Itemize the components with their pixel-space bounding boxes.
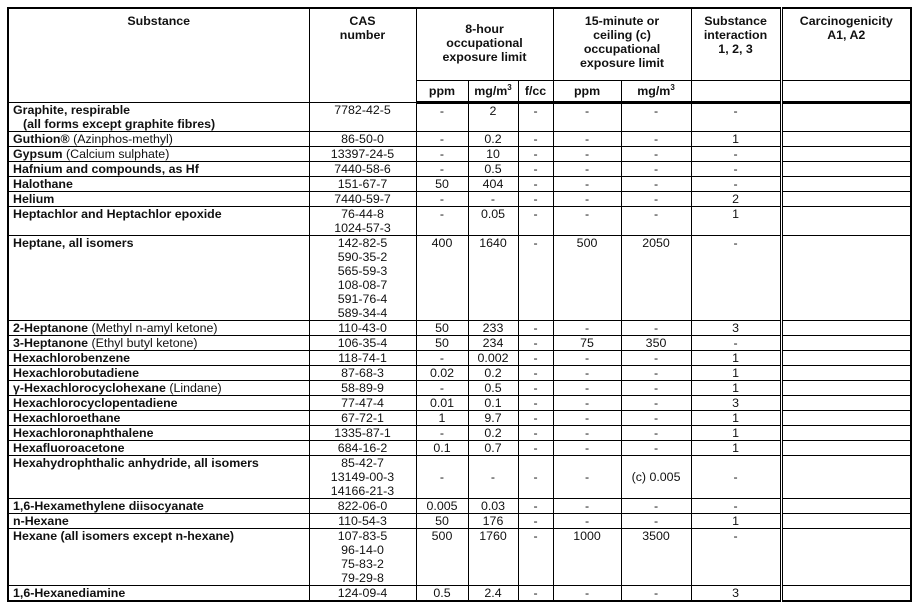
cell-ppm-8h: 0.02 bbox=[416, 365, 468, 380]
cell-fcc-8h: - bbox=[518, 410, 553, 425]
substance-name: Hafnium and compounds, as Hf bbox=[13, 161, 199, 176]
cell-mg-15m: - bbox=[621, 585, 691, 601]
cell-mg-15m: - bbox=[621, 395, 691, 410]
substance-name: 1,6-Hexamethylene diisocyanate bbox=[13, 498, 204, 513]
substance-synonym: (Ethyl butyl ketone) bbox=[88, 335, 198, 350]
cell-mg-15m: (c) 0.005 bbox=[621, 455, 691, 498]
header-cas: CAS number bbox=[309, 8, 416, 102]
cell-substance bbox=[8, 131, 309, 146]
cell-fcc-8h: - bbox=[518, 146, 553, 161]
cell-mg-15m: - bbox=[621, 206, 691, 235]
cell-mg-8h: 0.5 bbox=[468, 380, 518, 395]
cell-cas: 7440-58-6 bbox=[309, 161, 416, 176]
cell-mg-15m: - bbox=[621, 440, 691, 455]
cell-substance bbox=[8, 350, 309, 365]
cell-interaction: 3 bbox=[691, 395, 781, 410]
substance-qualifier: (all forms except graphite fibres) bbox=[23, 116, 216, 131]
cell-ppm-8h: - bbox=[416, 146, 468, 161]
cell-fcc-8h: - bbox=[518, 350, 553, 365]
cell-mg-8h: 233 bbox=[468, 320, 518, 335]
cell-carcinogenicity bbox=[781, 320, 911, 335]
exposure-limits-table bbox=[7, 7, 912, 602]
cell-fcc-8h: - bbox=[518, 191, 553, 206]
substance-synonym: (Lindane) bbox=[165, 380, 222, 395]
header-carcinogenicity: Carcinogenicity A1, A2 bbox=[781, 8, 911, 80]
cell-mg-8h: 2 bbox=[468, 102, 518, 131]
cell-carcinogenicity bbox=[781, 176, 911, 191]
cell-mg-15m: - bbox=[621, 425, 691, 440]
cell-ppm-8h: 1 bbox=[416, 410, 468, 425]
cell-carcinogenicity bbox=[781, 335, 911, 350]
cell-mg-8h: - bbox=[468, 191, 518, 206]
subheader-interaction-blank bbox=[691, 80, 781, 102]
cell-mg-15m: - bbox=[621, 410, 691, 425]
cell-substance bbox=[8, 146, 309, 161]
cell-mg-15m: - bbox=[621, 513, 691, 528]
cell-carcinogenicity bbox=[781, 350, 911, 365]
cell-mg-8h: 234 bbox=[468, 335, 518, 350]
substance-name: n-Hexane bbox=[13, 513, 69, 528]
cell-ppm-15m: - bbox=[553, 440, 621, 455]
cell-mg-15m: - bbox=[621, 161, 691, 176]
cell-ppm-15m: 500 bbox=[553, 235, 621, 320]
substance-name: Heptachlor and Heptachlor epoxide bbox=[13, 206, 222, 221]
subheader-ppm-8h: ppm bbox=[416, 80, 468, 102]
cell-mg-15m: - bbox=[621, 380, 691, 395]
cell-ppm-15m: - bbox=[553, 131, 621, 146]
table-row bbox=[8, 176, 911, 191]
cell-mg-15m: - bbox=[621, 365, 691, 380]
cell-fcc-8h: - bbox=[518, 395, 553, 410]
header-15-minute-limit: 15-minute or ceiling (c) occupational exposure limit bbox=[553, 8, 691, 80]
cell-ppm-15m: 75 bbox=[553, 335, 621, 350]
cell-mg-15m: - bbox=[621, 102, 691, 131]
subheader-carcinogenicity-blank bbox=[781, 80, 911, 102]
substance-name: Hexachlorobenzene bbox=[13, 350, 131, 365]
cell-carcinogenicity bbox=[781, 102, 911, 131]
cell-ppm-8h: 0.005 bbox=[416, 498, 468, 513]
cell-cas: 106-35-4 bbox=[309, 335, 416, 350]
cell-ppm-8h: 50 bbox=[416, 335, 468, 350]
cell-interaction: 3 bbox=[691, 585, 781, 601]
cell-substance bbox=[8, 440, 309, 455]
cell-ppm-15m: - bbox=[553, 585, 621, 601]
cell-fcc-8h: - bbox=[518, 513, 553, 528]
cell-fcc-8h: - bbox=[518, 131, 553, 146]
substance-synonym: (Azinphos-methyl) bbox=[69, 131, 173, 146]
substance-name: γ-Hexachlorocyclohexane bbox=[13, 380, 166, 395]
cell-fcc-8h: - bbox=[518, 176, 553, 191]
subheader-mg-8h: $mg/m^3$ bbox=[468, 80, 518, 102]
cell-substance bbox=[8, 585, 309, 601]
cell-cas: 76-44-8 1024-57-3 bbox=[309, 206, 416, 235]
cell-fcc-8h: - bbox=[518, 320, 553, 335]
header-8-hour-limit: 8-hour occupational exposure limit bbox=[416, 8, 553, 80]
table-row bbox=[8, 335, 911, 350]
table-row bbox=[8, 395, 911, 410]
cell-interaction: 1 bbox=[691, 365, 781, 380]
cell-substance bbox=[8, 206, 309, 235]
cell-cas: 822-06-0 bbox=[309, 498, 416, 513]
substance-name: Gypsum bbox=[13, 146, 63, 161]
table-row bbox=[8, 350, 911, 365]
cell-mg-8h: 0.2 bbox=[468, 131, 518, 146]
cell-fcc-8h: - bbox=[518, 455, 553, 498]
cell-interaction: - bbox=[691, 455, 781, 498]
subheader-fcc-8h: f/cc bbox=[518, 80, 553, 102]
cell-ppm-15m: - bbox=[553, 161, 621, 176]
header-substance: Substance bbox=[8, 8, 309, 102]
cell-cas: 87-68-3 bbox=[309, 365, 416, 380]
cell-mg-15m: - bbox=[621, 131, 691, 146]
cell-carcinogenicity bbox=[781, 410, 911, 425]
substance-name: Hexachlorobutadiene bbox=[13, 365, 139, 380]
cell-fcc-8h: - bbox=[518, 380, 553, 395]
cell-substance bbox=[8, 498, 309, 513]
substance-name: Halothane bbox=[13, 176, 73, 191]
cell-ppm-8h: 50 bbox=[416, 513, 468, 528]
cell-cas: 7440-59-7 bbox=[309, 191, 416, 206]
cell-cas: 110-54-3 bbox=[309, 513, 416, 528]
table-row bbox=[8, 320, 911, 335]
cell-fcc-8h: - bbox=[518, 440, 553, 455]
cell-interaction: - bbox=[691, 146, 781, 161]
substance-name: Graphite, respirable bbox=[13, 102, 131, 117]
cell-mg-8h: 2.4 bbox=[468, 585, 518, 601]
cell-cas: 151-67-7 bbox=[309, 176, 416, 191]
cell-interaction: 1 bbox=[691, 131, 781, 146]
substance-name: Guthion® bbox=[13, 131, 70, 146]
cell-carcinogenicity bbox=[781, 440, 911, 455]
cell-ppm-8h: 500 bbox=[416, 528, 468, 585]
cell-carcinogenicity bbox=[781, 365, 911, 380]
cell-mg-8h: 176 bbox=[468, 513, 518, 528]
table-row bbox=[8, 102, 911, 131]
cell-mg-8h: 0.7 bbox=[468, 440, 518, 455]
cell-carcinogenicity bbox=[781, 498, 911, 513]
cell-interaction: - bbox=[691, 335, 781, 350]
cell-carcinogenicity bbox=[781, 395, 911, 410]
cell-carcinogenicity bbox=[781, 235, 911, 320]
cell-cas: 85-42-7 13149-00-3 14166-21-3 bbox=[309, 455, 416, 498]
table-row bbox=[8, 513, 911, 528]
cell-ppm-8h: 0.01 bbox=[416, 395, 468, 410]
cell-mg-15m: - bbox=[621, 191, 691, 206]
cell-cas: 118-74-1 bbox=[309, 350, 416, 365]
cell-ppm-15m: - bbox=[553, 365, 621, 380]
cell-fcc-8h: - bbox=[518, 206, 553, 235]
cell-mg-15m: - bbox=[621, 176, 691, 191]
cell-substance bbox=[8, 235, 309, 320]
cell-substance bbox=[8, 335, 309, 350]
cell-ppm-15m: - bbox=[553, 320, 621, 335]
table-row bbox=[8, 206, 911, 235]
cell-carcinogenicity bbox=[781, 131, 911, 146]
table-row bbox=[8, 425, 911, 440]
subheader-ppm-15m: ppm bbox=[553, 80, 621, 102]
cell-ppm-8h: - bbox=[416, 131, 468, 146]
substance-synonym: (Calcium sulphate) bbox=[62, 146, 170, 161]
cell-cas: 142-82-5 590-35-2 565-59-3 108-08-7 591-76-4 589-34-4 bbox=[309, 235, 416, 320]
cell-interaction: 1 bbox=[691, 350, 781, 365]
substance-name: Hexane (all isomers except n-hexane) bbox=[13, 528, 235, 543]
cell-substance bbox=[8, 425, 309, 440]
cell-mg-8h: 404 bbox=[468, 176, 518, 191]
cell-fcc-8h: - bbox=[518, 528, 553, 585]
table-row bbox=[8, 365, 911, 380]
cell-cas: 58-89-9 bbox=[309, 380, 416, 395]
cell-interaction: 1 bbox=[691, 410, 781, 425]
cell-ppm-15m: - bbox=[553, 191, 621, 206]
cell-ppm-15m: - bbox=[553, 146, 621, 161]
cell-carcinogenicity bbox=[781, 146, 911, 161]
cell-ppm-8h: 400 bbox=[416, 235, 468, 320]
cell-carcinogenicity bbox=[781, 206, 911, 235]
cell-interaction: - bbox=[691, 235, 781, 320]
substance-name: Heptane, all isomers bbox=[13, 235, 134, 250]
cell-interaction: 1 bbox=[691, 440, 781, 455]
cell-ppm-15m: - bbox=[553, 425, 621, 440]
cell-ppm-15m: - bbox=[553, 102, 621, 131]
cell-interaction: 1 bbox=[691, 425, 781, 440]
cell-mg-8h: - bbox=[468, 455, 518, 498]
cell-ppm-8h: 50 bbox=[416, 176, 468, 191]
cell-interaction: 2 bbox=[691, 191, 781, 206]
cell-ppm-8h: - bbox=[416, 102, 468, 131]
table-row bbox=[8, 585, 911, 601]
cell-carcinogenicity bbox=[781, 191, 911, 206]
cell-fcc-8h: - bbox=[518, 425, 553, 440]
cell-ppm-15m: - bbox=[553, 350, 621, 365]
cell-mg-8h: 0.2 bbox=[468, 365, 518, 380]
cell-substance bbox=[8, 365, 309, 380]
substance-name: Hexachloronaphthalene bbox=[13, 425, 154, 440]
cell-mg-8h: 1760 bbox=[468, 528, 518, 585]
substance-name: 2-Heptanone bbox=[13, 320, 89, 335]
cell-fcc-8h: - bbox=[518, 365, 553, 380]
cell-substance bbox=[8, 410, 309, 425]
table-row bbox=[8, 161, 911, 176]
cell-ppm-8h: - bbox=[416, 191, 468, 206]
table-row bbox=[8, 498, 911, 513]
cell-substance bbox=[8, 528, 309, 585]
cell-fcc-8h: - bbox=[518, 498, 553, 513]
cell-mg-8h: 0.5 bbox=[468, 161, 518, 176]
cell-substance bbox=[8, 395, 309, 410]
cell-interaction: 1 bbox=[691, 206, 781, 235]
cell-mg-8h: 1640 bbox=[468, 235, 518, 320]
cell-cas: 86-50-0 bbox=[309, 131, 416, 146]
cell-cas: 1335-87-1 bbox=[309, 425, 416, 440]
substance-name: 3-Heptanone bbox=[13, 335, 89, 350]
cell-fcc-8h: - bbox=[518, 335, 553, 350]
substance-name: Helium bbox=[13, 191, 55, 206]
cell-mg-8h: 0.1 bbox=[468, 395, 518, 410]
cell-cas: 13397-24-5 bbox=[309, 146, 416, 161]
substance-name: Hexahydrophthalic anhydride, all isomers bbox=[13, 455, 259, 470]
cell-mg-8h: 0.05 bbox=[468, 206, 518, 235]
table-row bbox=[8, 528, 911, 585]
cell-ppm-8h: - bbox=[416, 425, 468, 440]
cell-cas: 7782-42-5 bbox=[309, 102, 416, 131]
table-row bbox=[8, 146, 911, 161]
cell-substance bbox=[8, 102, 309, 131]
header-interaction: Substance interaction 1, 2, 3 bbox=[691, 8, 781, 80]
cell-fcc-8h: - bbox=[518, 161, 553, 176]
cell-ppm-15m: - bbox=[553, 410, 621, 425]
substance-name: Hexachloroethane bbox=[13, 410, 121, 425]
cell-ppm-8h: 0.1 bbox=[416, 440, 468, 455]
cell-interaction: 3 bbox=[691, 320, 781, 335]
cell-cas: 67-72-1 bbox=[309, 410, 416, 425]
cell-ppm-8h: - bbox=[416, 161, 468, 176]
cell-carcinogenicity bbox=[781, 380, 911, 395]
cell-ppm-15m: - bbox=[553, 380, 621, 395]
cell-mg-8h: 9.7 bbox=[468, 410, 518, 425]
cell-mg-8h: 0.2 bbox=[468, 425, 518, 440]
cell-mg-15m: - bbox=[621, 498, 691, 513]
cell-cas: 107-83-5 96-14-0 75-83-2 79-29-8 bbox=[309, 528, 416, 585]
cell-carcinogenicity bbox=[781, 425, 911, 440]
cell-carcinogenicity bbox=[781, 161, 911, 176]
cell-cas: 110-43-0 bbox=[309, 320, 416, 335]
cell-mg-8h: 10 bbox=[468, 146, 518, 161]
cell-carcinogenicity bbox=[781, 513, 911, 528]
cell-substance bbox=[8, 191, 309, 206]
cell-substance bbox=[8, 161, 309, 176]
cell-ppm-15m: - bbox=[553, 176, 621, 191]
cell-mg-15m: 2050 bbox=[621, 235, 691, 320]
cell-mg-15m: - bbox=[621, 350, 691, 365]
table-row bbox=[8, 235, 911, 320]
cell-ppm-15m: - bbox=[553, 513, 621, 528]
cell-mg-8h: 0.002 bbox=[468, 350, 518, 365]
substance-name: 1,6-Hexanediamine bbox=[13, 585, 126, 600]
cell-ppm-15m: - bbox=[553, 455, 621, 498]
cell-mg-8h: 0.03 bbox=[468, 498, 518, 513]
cell-interaction: - bbox=[691, 176, 781, 191]
cell-interaction: 1 bbox=[691, 513, 781, 528]
cell-carcinogenicity bbox=[781, 585, 911, 601]
cell-cas: 684-16-2 bbox=[309, 440, 416, 455]
cell-ppm-15m: - bbox=[553, 498, 621, 513]
table-row bbox=[8, 455, 911, 498]
cell-cas: 124-09-4 bbox=[309, 585, 416, 601]
cell-ppm-8h: 0.5 bbox=[416, 585, 468, 601]
cell-substance bbox=[8, 513, 309, 528]
cell-interaction: - bbox=[691, 161, 781, 176]
cell-mg-15m: 3500 bbox=[621, 528, 691, 585]
cell-substance bbox=[8, 320, 309, 335]
table-row bbox=[8, 131, 911, 146]
cell-ppm-8h: 50 bbox=[416, 320, 468, 335]
cell-interaction: - bbox=[691, 102, 781, 131]
table-row bbox=[8, 410, 911, 425]
table-row bbox=[8, 191, 911, 206]
cell-interaction: - bbox=[691, 498, 781, 513]
cell-ppm-8h: - bbox=[416, 455, 468, 498]
cell-substance bbox=[8, 380, 309, 395]
cell-ppm-8h: - bbox=[416, 380, 468, 395]
cell-carcinogenicity bbox=[781, 455, 911, 498]
table-row bbox=[8, 380, 911, 395]
cell-ppm-15m: - bbox=[553, 395, 621, 410]
table-row bbox=[8, 440, 911, 455]
cell-mg-15m: - bbox=[621, 146, 691, 161]
cell-substance bbox=[8, 176, 309, 191]
cell-cas: 77-47-4 bbox=[309, 395, 416, 410]
cell-ppm-15m: 1000 bbox=[553, 528, 621, 585]
cell-mg-15m: - bbox=[621, 320, 691, 335]
subheader-mg-15m: $mg/m^3$ bbox=[621, 80, 691, 102]
cell-mg-15m: 350 bbox=[621, 335, 691, 350]
cell-ppm-8h: - bbox=[416, 206, 468, 235]
cell-ppm-15m: - bbox=[553, 206, 621, 235]
table-body bbox=[8, 102, 911, 601]
substance-name: Hexachlorocyclopentadiene bbox=[13, 395, 178, 410]
cell-interaction: - bbox=[691, 528, 781, 585]
cell-ppm-8h: - bbox=[416, 350, 468, 365]
cell-carcinogenicity bbox=[781, 528, 911, 585]
cell-fcc-8h: - bbox=[518, 585, 553, 601]
cell-interaction: 1 bbox=[691, 380, 781, 395]
cell-fcc-8h: - bbox=[518, 235, 553, 320]
cell-fcc-8h: - bbox=[518, 102, 553, 131]
cell-substance bbox=[8, 455, 309, 498]
substance-synonym: (Methyl n-amyl ketone) bbox=[88, 320, 218, 335]
substance-name: Hexafluoroacetone bbox=[13, 440, 125, 455]
